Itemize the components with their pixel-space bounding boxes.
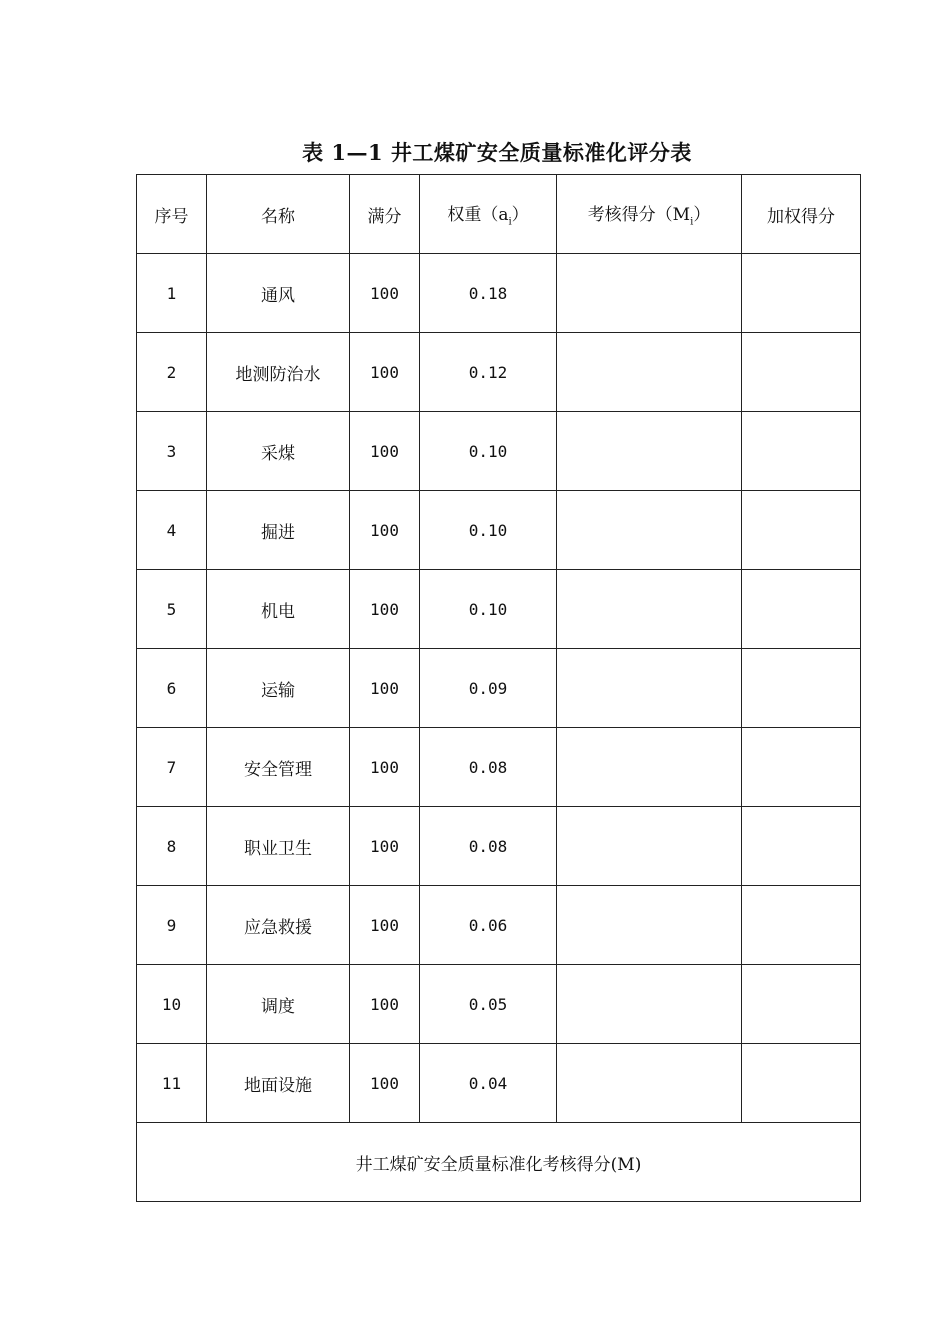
cell-weight: 0.08 xyxy=(420,807,557,886)
table-row xyxy=(137,965,861,1044)
cell-name: 机电 xyxy=(207,570,350,649)
header-seq: 序号 xyxy=(137,175,207,254)
header-weight-label: 权重（a xyxy=(447,205,509,226)
table-row xyxy=(137,728,861,807)
header-name: 名称 xyxy=(207,175,350,254)
table-row xyxy=(137,570,861,649)
table-row xyxy=(137,412,861,491)
cell-seq: 7 xyxy=(137,728,207,807)
cell-score[interactable] xyxy=(557,491,742,570)
cell-full: 100 xyxy=(350,412,420,491)
table-row xyxy=(137,333,861,412)
cell-name: 应急救援 xyxy=(207,886,350,965)
score-table xyxy=(136,174,861,1202)
header-full: 满分 xyxy=(350,175,420,254)
cell-weighted[interactable] xyxy=(742,728,861,807)
cell-score[interactable] xyxy=(557,807,742,886)
cell-weight: 0.06 xyxy=(420,886,557,965)
cell-name: 采煤 xyxy=(207,412,350,491)
cell-weight: 0.10 xyxy=(420,412,557,491)
cell-weight: 0.05 xyxy=(420,965,557,1044)
cell-weight: 0.12 xyxy=(420,333,557,412)
cell-name: 通风 xyxy=(207,254,350,333)
cell-weight: 0.10 xyxy=(420,491,557,570)
cell-weight: 0.10 xyxy=(420,570,557,649)
table-row xyxy=(137,254,861,333)
cell-score[interactable] xyxy=(557,649,742,728)
cell-full: 100 xyxy=(350,965,420,1044)
cell-name: 运输 xyxy=(207,649,350,728)
table-row xyxy=(137,1044,861,1123)
cell-score[interactable] xyxy=(557,254,742,333)
header-weight-close: ） xyxy=(511,205,529,226)
cell-seq: 4 xyxy=(137,491,207,570)
footer-row xyxy=(137,1123,861,1202)
cell-weight: 0.09 xyxy=(420,649,557,728)
cell-seq: 10 xyxy=(137,965,207,1044)
cell-name: 掘进 xyxy=(207,491,350,570)
cell-name: 调度 xyxy=(207,965,350,1044)
cell-seq: 3 xyxy=(137,412,207,491)
cell-full: 100 xyxy=(350,649,420,728)
total-score-label: 井工煤矿安全质量标准化考核得分(M) xyxy=(137,1123,861,1202)
cell-weight: 0.08 xyxy=(420,728,557,807)
cell-score[interactable] xyxy=(557,333,742,412)
cell-weighted[interactable] xyxy=(742,807,861,886)
table-row xyxy=(137,807,861,886)
cell-weighted[interactable] xyxy=(742,333,861,412)
header-score-label: 考核得分（M xyxy=(587,205,691,226)
cell-name: 安全管理 xyxy=(207,728,350,807)
cell-full: 100 xyxy=(350,728,420,807)
cell-score[interactable] xyxy=(557,1044,742,1123)
cell-full: 100 xyxy=(350,1044,420,1123)
cell-weighted[interactable] xyxy=(742,412,861,491)
cell-score[interactable] xyxy=(557,728,742,807)
table-row xyxy=(137,649,861,728)
header-row xyxy=(137,175,861,254)
cell-weighted[interactable] xyxy=(742,570,861,649)
header-weighted: 加权得分 xyxy=(742,175,861,254)
cell-seq: 11 xyxy=(137,1044,207,1123)
header-score xyxy=(557,175,742,254)
cell-score[interactable] xyxy=(557,412,742,491)
cell-seq: 9 xyxy=(137,886,207,965)
table-row xyxy=(137,491,861,570)
cell-weight: 0.18 xyxy=(420,254,557,333)
table-title: 表 1—1 井工煤矿安全质量标准化评分表 xyxy=(302,140,692,165)
header-weight-sub: i xyxy=(508,216,512,228)
header-score-close: ） xyxy=(693,205,711,226)
cell-weighted[interactable] xyxy=(742,649,861,728)
cell-name: 地面设施 xyxy=(207,1044,350,1123)
cell-seq: 8 xyxy=(137,807,207,886)
cell-seq: 6 xyxy=(137,649,207,728)
cell-name: 地测防治水 xyxy=(207,333,350,412)
cell-full: 100 xyxy=(350,254,420,333)
cell-full: 100 xyxy=(350,333,420,412)
header-score-sub: i xyxy=(690,216,694,228)
cell-weighted[interactable] xyxy=(742,491,861,570)
cell-name: 职业卫生 xyxy=(207,807,350,886)
cell-full: 100 xyxy=(350,491,420,570)
cell-seq: 2 xyxy=(137,333,207,412)
cell-full: 100 xyxy=(350,570,420,649)
header-weight xyxy=(420,175,557,254)
cell-weighted[interactable] xyxy=(742,254,861,333)
cell-weight: 0.04 xyxy=(420,1044,557,1123)
cell-score[interactable] xyxy=(557,886,742,965)
cell-seq: 1 xyxy=(137,254,207,333)
cell-score[interactable] xyxy=(557,965,742,1044)
cell-weighted[interactable] xyxy=(742,1044,861,1123)
cell-weighted[interactable] xyxy=(742,886,861,965)
cell-weighted[interactable] xyxy=(742,965,861,1044)
table-row xyxy=(137,886,861,965)
cell-score[interactable] xyxy=(557,570,742,649)
cell-full: 100 xyxy=(350,807,420,886)
cell-full: 100 xyxy=(350,886,420,965)
cell-seq: 5 xyxy=(137,570,207,649)
